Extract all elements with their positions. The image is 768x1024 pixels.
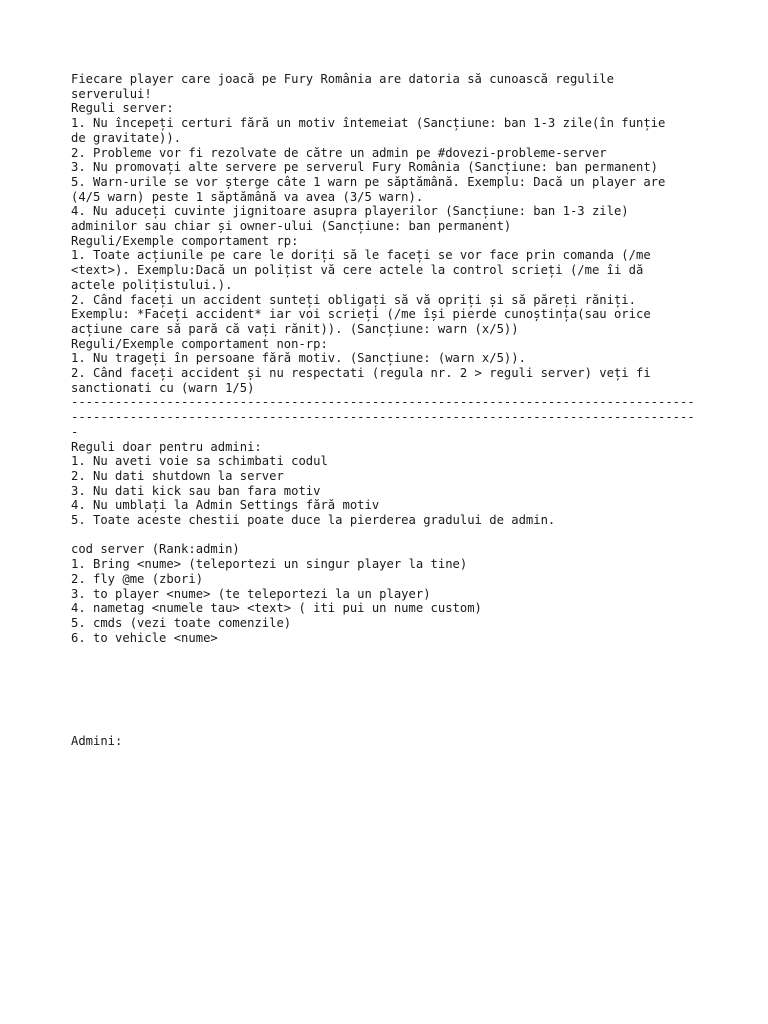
document-line: 2. Nu dati shutdown la server — [71, 468, 284, 483]
document-line: 2. Probleme vor fi rezolvate de către un admin pe #dovezi-probleme-server — [71, 145, 607, 160]
document-line: Fiecare player care joacă pe Fury România are datoria să cunoască regulile — [71, 72, 614, 86]
document-line — [71, 689, 701, 704]
document-line: Exemplu: *Faceți accident* iar voi scrieți (/me își pierde cunoștința(sau orice — [71, 307, 651, 322]
document-line — [71, 719, 701, 734]
document-line: 3. Nu dati kick sau ban fara motiv — [71, 483, 321, 498]
document-line: sanctionati cu (warn 1/5) — [71, 380, 255, 395]
document-line: (4/5 warn) peste 1 săptămână va avea (3/5 warn). — [71, 189, 424, 204]
document-line: 2. Când faceți accident și nu respectati (regula nr. 2 > reguli server) veți fi — [71, 366, 651, 381]
document-line: adminilor sau chiar și owner-ului (Sancțiune: ban permanent) — [71, 219, 512, 234]
document-line: 6. to vehicle <nume> — [71, 630, 218, 645]
document-line: 3. Nu promovați alte servere pe serverul Fury România (Sancțiune: ban permanent) — [71, 160, 658, 175]
document-line — [71, 645, 701, 660]
document-line: actele polițistului.). — [71, 277, 233, 292]
document-line: 3. to player <nume> (te teleportezi la un player) — [71, 586, 431, 601]
document-line: de gravitate)). — [71, 130, 182, 145]
document-line: 2. Când faceți un accident sunteți obligați să vă opriți și să păreți răniți. — [71, 292, 636, 307]
document-line: 4. Nu aduceți cuvinte jignitoare asupra playerilor (Sancțiune: ban 1-3 zile) — [71, 204, 629, 219]
document-line: 1. Nu aveti voie sa schimbati codul — [71, 454, 328, 469]
document-line: Reguli/Exemple comportament non-rp: — [71, 336, 328, 351]
document-line: Reguli doar pentru admini: — [71, 439, 262, 454]
document-line: 5. cmds (vezi toate comenzile) — [71, 616, 292, 630]
document-line: 1. Nu trageți în persoane fără motiv. (Sancțiune: (warn x/5)). — [71, 351, 526, 366]
document-line: <text>). Exemplu:Dacă un polițist vă cere actele la control scrieți (/me îi dă — [71, 263, 644, 278]
document-line: 1. Nu începeți certuri fără un motiv întemeiat (Sancțiune: ban 1-3 zile(în funție — [71, 116, 666, 131]
document-line — [71, 660, 701, 675]
document-line: 5. Toate aceste chestii poate duce la pierderea gradului de admin. — [71, 513, 556, 528]
document-line — [71, 528, 701, 543]
document-body — [71, 72, 701, 748]
document-line: ------------------------------------------------------------------------------------- — [71, 410, 695, 425]
document-line: Admini: — [71, 733, 123, 748]
document-line — [71, 675, 701, 690]
document-line: 4. Nu umblați la Admin Settings fără motiv — [71, 498, 380, 513]
document-line: 2. fly @me (zbori) — [71, 571, 204, 586]
document-line: 1. Toate acțiunile pe care le doriți să le faceți se vor face prin comanda (/me — [71, 248, 651, 263]
document-line: Reguli server: — [71, 101, 174, 116]
document-line: ------------------------------------------------------------------------------------- — [71, 395, 695, 410]
document-line: 1. Bring <nume> (teleportezi un singur player la tine) — [71, 557, 468, 572]
document-line: 4. nametag <numele tau> <text> ( iti pui un nume custom) — [71, 601, 482, 616]
document-line: cod server (Rank:admin) — [71, 542, 240, 557]
document-line: - — [71, 424, 79, 439]
document-line: Reguli/Exemple comportament rp: — [71, 233, 299, 248]
document-line — [71, 704, 701, 719]
document-line: 5. Warn-urile se vor șterge câte 1 warn pe săptămână. Exemplu: Dacă un player are — [71, 174, 666, 189]
document-line: acțiune care să pară că vați rănit)). (Sancțiune: warn (x/5)) — [71, 321, 519, 336]
document-line: serverului! — [71, 86, 152, 101]
